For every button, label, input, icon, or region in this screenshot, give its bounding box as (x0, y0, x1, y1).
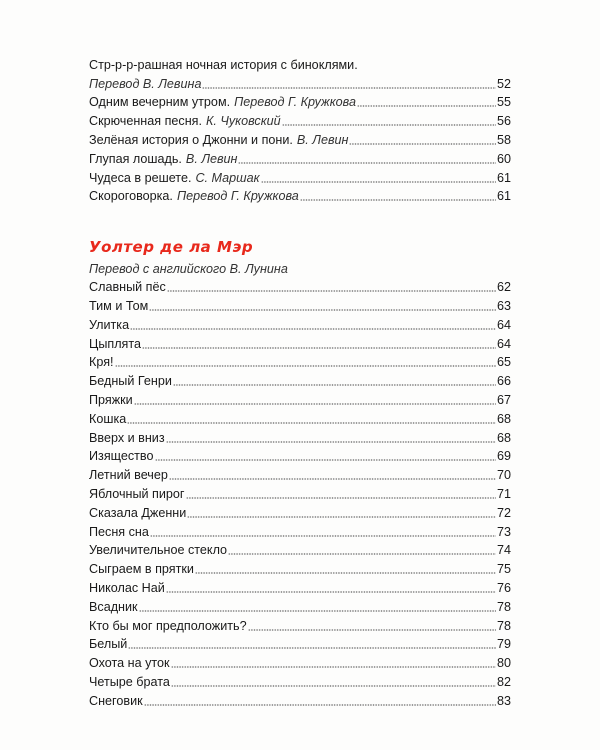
toc-entry-title: Чудеса в решете. (89, 170, 192, 185)
leader-dots (171, 685, 496, 687)
leader-dots (166, 591, 496, 593)
toc-entry-page: 71 (496, 486, 511, 501)
toc-entry-title: Сказала Дженни (89, 505, 187, 520)
toc-entry-page: 68 (496, 411, 511, 426)
leader-dots (187, 516, 496, 518)
toc-entry-title: Изящество (89, 449, 154, 464)
toc-entry (89, 408, 511, 427)
toc-entry-title: Зелёная история о Джонни и пони. (89, 132, 293, 147)
toc-entry-page: 76 (496, 580, 511, 595)
leader-dots (202, 87, 496, 89)
toc-entry-page: 73 (496, 524, 511, 539)
toc-entry-title: Четыре брата (89, 674, 170, 689)
toc-entry (89, 129, 511, 148)
toc-entry-page: 64 (496, 336, 511, 351)
leader-dots (186, 497, 496, 499)
leader-dots (238, 162, 496, 164)
leader-dots (300, 199, 496, 201)
leader-dots (130, 328, 496, 330)
toc-entry (89, 295, 511, 314)
toc-entry-title: Стр-р-р-рашная ночная история с биноклями. (89, 57, 358, 72)
leader-dots (349, 143, 496, 145)
toc-entry (89, 389, 511, 408)
toc-entry-title: Увеличительное стекло (89, 543, 228, 558)
toc-entry-title: Сыграем в прятки (89, 562, 194, 577)
leader-dots (357, 105, 496, 107)
toc-entry-title: Пряжки (89, 392, 133, 407)
leader-dots (261, 181, 496, 183)
leader-dots (139, 610, 496, 612)
leader-dots (248, 629, 496, 631)
toc-entry-title: Снеговик (89, 693, 143, 708)
toc-entry-title: Скороговорка. (89, 189, 173, 204)
toc-entry-translator: Перевод В. Левина (89, 76, 202, 91)
toc-entry (89, 110, 511, 129)
toc-entry (89, 690, 511, 709)
toc-entry (89, 446, 511, 465)
toc-entry-title: Бедный Генри (89, 374, 172, 389)
leader-dots (144, 704, 496, 706)
toc-entry-page: 61 (496, 189, 511, 204)
toc-entry (89, 370, 511, 389)
toc-entry-page: 67 (496, 392, 511, 407)
toc-entry-translator: К. Чуковский (205, 114, 281, 129)
leader-dots (167, 290, 496, 292)
toc-entry-page: 70 (496, 468, 511, 483)
toc-entry (89, 92, 511, 111)
toc-entry-page: 64 (496, 317, 511, 332)
toc-entry (89, 577, 511, 596)
toc-entry (89, 483, 511, 502)
toc-entry (89, 314, 511, 333)
leader-dots (171, 666, 496, 668)
leader-dots (150, 535, 496, 537)
toc-entry (89, 464, 511, 483)
toc-entry-title: Одним вечерним утром. (89, 95, 231, 110)
table-of-contents (89, 54, 511, 709)
toc-entry-page: 72 (496, 505, 511, 520)
leader-dots (128, 647, 496, 649)
toc-entry-page: 78 (496, 599, 511, 614)
toc-entry-page: 69 (496, 449, 511, 464)
toc-entry-page: 56 (496, 114, 511, 129)
toc-entry-title: Белый (89, 637, 128, 652)
leader-dots (169, 478, 496, 480)
toc-entry-title: Охота на уток (89, 656, 170, 671)
toc-entry-title: Цыплята (89, 336, 141, 351)
toc-entry (89, 540, 511, 559)
toc-entry-translator: Перевод Г. Кружкова (176, 189, 299, 204)
toc-entry-title: Яблочный пирог (89, 486, 185, 501)
toc-entry-translator: В. Левин (296, 132, 349, 147)
toc-entry (89, 148, 511, 167)
leader-dots (228, 553, 496, 555)
toc-entry-page: 83 (496, 693, 511, 708)
toc-entry-title: Кря! (89, 355, 114, 370)
toc-entry-page: 82 (496, 674, 511, 689)
toc-entry-page: 66 (496, 374, 511, 389)
toc-entry (89, 73, 511, 92)
toc-entry-title: Кто бы мог предположить? (89, 618, 247, 633)
toc-entry-title: Николас Най (89, 580, 165, 595)
leader-dots (127, 422, 496, 424)
toc-entry-translator: Перевод Г. Кружкова (234, 95, 356, 110)
author-heading: Уолтер де ла Мэр (89, 238, 254, 257)
toc-entry (89, 352, 511, 371)
toc-entry (89, 502, 511, 521)
toc-entry-title: Славный пёс (89, 280, 166, 295)
toc-entry-page: 65 (496, 355, 511, 370)
toc-entry-title: Кошка (89, 411, 127, 426)
leader-dots (142, 347, 496, 349)
leader-dots (115, 365, 496, 367)
toc-entry (89, 634, 511, 653)
toc-entry (89, 333, 511, 352)
toc-entry-page: 55 (496, 95, 511, 110)
section2-list (89, 276, 511, 708)
toc-entry-page: 60 (496, 151, 511, 166)
leader-dots (155, 459, 496, 461)
toc-entry-title: Глупая лошадь. (89, 151, 182, 166)
toc-entry-title: Улитка (89, 317, 130, 332)
toc-entry-title: Вверх и вниз (89, 430, 165, 445)
toc-entry (89, 652, 511, 671)
toc-entry (89, 596, 511, 615)
toc-entry-page: 52 (496, 76, 511, 91)
leader-dots (166, 441, 496, 443)
section-gap (89, 204, 511, 230)
toc-entry-translator: С. Маршак (195, 170, 260, 185)
toc-entry-page: 62 (496, 280, 511, 295)
toc-entry (89, 671, 511, 690)
leader-dots (134, 403, 496, 405)
toc-entry (89, 521, 511, 540)
toc-entry-page: 78 (496, 618, 511, 633)
toc-entry-page: 75 (496, 562, 511, 577)
toc-entry-page: 63 (496, 298, 511, 313)
leader-dots (173, 384, 496, 386)
toc-entry-title: Летний вечер (89, 468, 168, 483)
toc-entry (89, 276, 511, 295)
section1-list (89, 92, 511, 205)
toc-entry-title: Тим и Том (89, 298, 149, 313)
leader-dots (195, 572, 496, 574)
toc-entry-title: Скрюченная песня. (89, 114, 202, 129)
toc-entry-page: 58 (496, 132, 511, 147)
toc-entry-page: 61 (496, 170, 511, 185)
leader-dots (149, 309, 496, 311)
toc-entry-page: 68 (496, 430, 511, 445)
toc-entry-page: 79 (496, 637, 511, 652)
toc-entry-title: Всадник (89, 599, 138, 614)
toc-entry (89, 186, 511, 205)
toc-entry (89, 427, 511, 446)
toc-entry (89, 558, 511, 577)
toc-entry-page: 80 (496, 656, 511, 671)
author-subtitle: Перевод с английского В. Лунина (89, 262, 288, 277)
toc-entry-title: Песня сна (89, 524, 149, 539)
leader-dots (282, 124, 496, 126)
toc-entry (89, 615, 511, 634)
toc-entry-page: 74 (496, 543, 511, 558)
toc-entry (89, 167, 511, 186)
toc-entry-translator: В. Левин (185, 151, 238, 166)
